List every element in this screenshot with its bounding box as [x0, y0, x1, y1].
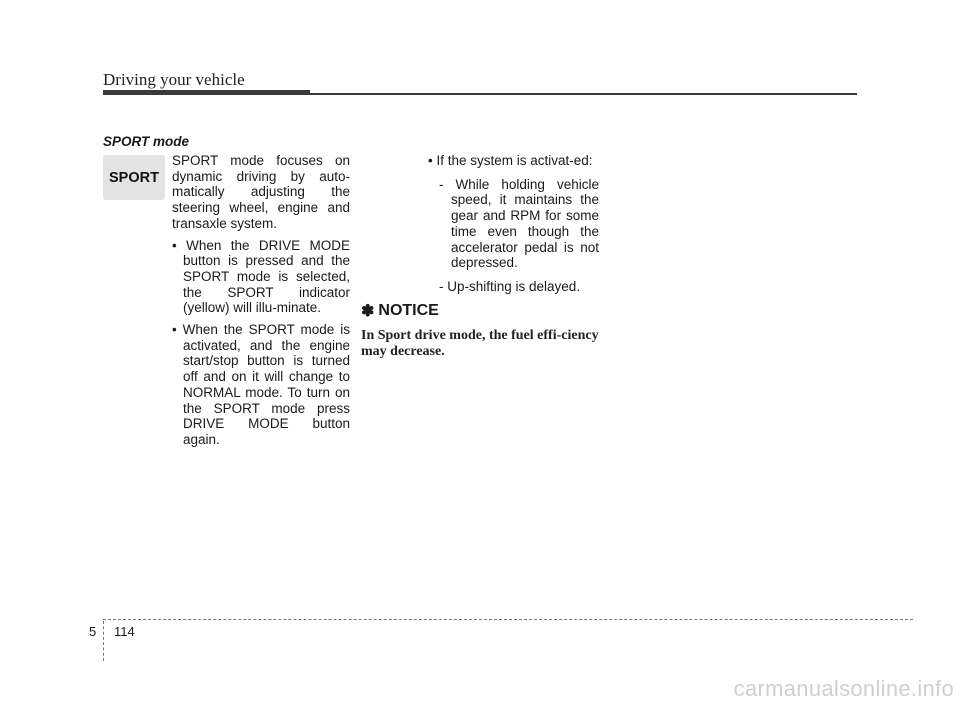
notice-text: In Sport drive mode, the fuel effi-ciency may decrease. [361, 328, 599, 359]
bullet-system-activated: • If the system is activat-ed: [428, 153, 593, 168]
column-two [428, 153, 599, 295]
bullet-drive-mode: • When the DRIVE MODE button is pressed and the SPORT mode is selected, the SPORT indicator (yellow) will illu-minate. [172, 237, 350, 316]
sub-item-upshifting: - Up-shifting is delayed. [439, 278, 581, 294]
header-title: Driving your vehicle [103, 70, 245, 89]
footer-rule [103, 619, 913, 620]
header-rule-thick [103, 90, 310, 95]
watermark: carmanualsonline.info [733, 676, 954, 701]
sport-icon-label: SPORT [109, 169, 159, 186]
footer-vertical-rule [103, 621, 104, 661]
section-heading: SPORT mode [103, 134, 190, 149]
header-rule-thin [310, 93, 857, 95]
notice-box [361, 301, 601, 360]
notice-icon: ✽ [361, 303, 375, 320]
sport-mode-icon [103, 155, 165, 200]
bullet-sport-activated: • When the SPORT mode is activated, and the engine start/stop button is turned off and on it will change to NORMAL mode. To turn on the SPORT mode press DRIVE MODE button again. [172, 322, 350, 447]
notice-heading [361, 301, 601, 321]
notice-heading-label: NOTICE [378, 302, 439, 319]
sub-item-holding-speed: - While holding vehicle speed, it maintains the gear and RPM for some time even though the accelerator pedal is not depressed. [439, 176, 599, 271]
footer-page-number: 114 [114, 624, 135, 639]
footer-section-number: 5 [89, 624, 97, 639]
column-one [172, 153, 350, 448]
intro-paragraph: SPORT mode focuses on dynamic driving by auto-matically adjusting the steering wheel, engine and transaxle system. [172, 153, 350, 231]
